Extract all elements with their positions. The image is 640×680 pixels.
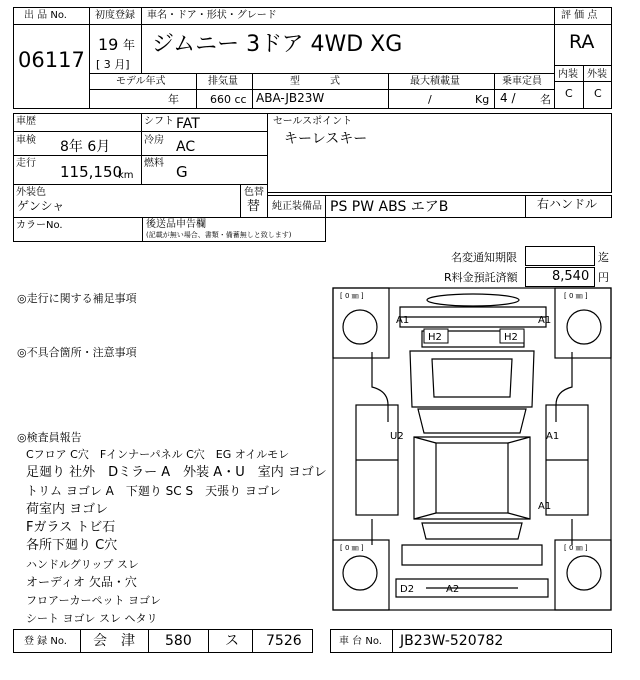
inspector-report-label: ◎検査員報告 bbox=[17, 431, 82, 444]
interior-grade: C bbox=[565, 87, 573, 100]
recycle-fee: 8,540 bbox=[552, 269, 590, 284]
sales-point-label: セールスポイント bbox=[273, 116, 353, 127]
score: RA bbox=[569, 31, 595, 53]
capacity: 4 / bbox=[500, 91, 516, 105]
first-registration-year-unit: 年 bbox=[123, 38, 136, 52]
tire-tread-front-right: [ 0 ㎜ ] bbox=[564, 292, 588, 300]
exterior-color: ゲンシャ bbox=[17, 199, 65, 213]
type-value: ABA-JB23W bbox=[256, 91, 325, 105]
mark-right-side-front: A1 bbox=[546, 431, 560, 442]
report-line: Cフロア C穴 Fインナーパネル C穴 EG オイルモレ bbox=[26, 448, 290, 461]
registration-number: 7526 bbox=[266, 633, 302, 649]
car-name-label: 車名・ドア・形状・グレード bbox=[147, 10, 277, 21]
standard-equipment-label: 純正装備品 bbox=[272, 201, 322, 212]
displacement-label: 排気量 bbox=[208, 76, 238, 87]
mark-front-bumper-left: A1 bbox=[396, 315, 410, 326]
shift-label: シフト bbox=[144, 116, 174, 127]
sales-point: キーレスキー bbox=[284, 131, 368, 147]
shift: FAT bbox=[176, 116, 200, 132]
driving-remarks-label: ◎走行に関する補足事項 bbox=[17, 292, 137, 305]
ac-label: 冷房 bbox=[144, 135, 164, 146]
report-line: 足廻り 社外 Dミラー A 外装 A・U 室内 ヨゴレ bbox=[26, 465, 327, 480]
registration-area: 会 津 bbox=[93, 633, 135, 649]
mileage-label: 走行 bbox=[16, 158, 36, 169]
max-load-label: 最大積載量 bbox=[410, 76, 460, 87]
mark-headlight-right: H2 bbox=[504, 332, 518, 343]
report-line: ハンドルグリップ スレ bbox=[26, 558, 139, 571]
first-registration-month: [ 3 月] bbox=[96, 58, 130, 71]
max-load-slash: / bbox=[428, 93, 432, 106]
model-year-unit: 年 bbox=[168, 93, 179, 106]
damage-diagram bbox=[332, 287, 612, 611]
lot-number-label: 出 品 No. bbox=[24, 10, 67, 21]
transfer-deadline-label: 名変通知期限 bbox=[451, 251, 517, 264]
inspection-label: 車検 bbox=[16, 135, 36, 146]
exterior-color-label: 外装色 bbox=[16, 187, 46, 198]
defects-label: ◎不具合箇所・注意事項 bbox=[17, 346, 137, 359]
inspection: 8年 6月 bbox=[60, 139, 111, 155]
color-change: 替 bbox=[247, 199, 261, 214]
registration-kana: ス bbox=[225, 633, 239, 649]
exterior-grade: C bbox=[594, 87, 602, 100]
standard-equipment: PS PW ABS エアB bbox=[330, 199, 449, 215]
score-label: 評 価 点 bbox=[561, 10, 598, 21]
displacement: 660 cc bbox=[210, 93, 247, 106]
mileage-unit: km bbox=[118, 170, 134, 181]
documents-note: (記載が無い場合、書類・備蓄無しと致します) bbox=[146, 231, 292, 239]
fuel: G bbox=[176, 163, 188, 181]
capacity-unit: 名 bbox=[540, 93, 551, 106]
mark-front-bumper-right: A1 bbox=[538, 315, 552, 326]
documents-label: 後送品申告欄 bbox=[146, 219, 206, 230]
color-number-label: カラーNo. bbox=[16, 220, 63, 231]
recycle-fee-unit: 円 bbox=[598, 271, 609, 284]
mark-rear-left: D2 bbox=[400, 584, 415, 595]
history-label: 車歴 bbox=[16, 116, 36, 127]
color-change-label: 色替 bbox=[244, 187, 264, 198]
mark-left-side: U2 bbox=[390, 431, 404, 442]
fuel-label: 燃料 bbox=[144, 158, 164, 169]
report-line: Fガラス トビ石 bbox=[26, 520, 116, 535]
transfer-deadline-unit: 迄 bbox=[598, 251, 609, 264]
mark-right-side-rear: A1 bbox=[538, 501, 552, 512]
max-load-unit: Kg bbox=[475, 93, 490, 106]
report-line: フロアーカーペット ヨゴレ bbox=[26, 594, 161, 607]
type-label: 型 式 bbox=[290, 76, 340, 87]
first-registration-year: 19 bbox=[98, 35, 119, 54]
ac: AC bbox=[176, 139, 196, 155]
first-registration-label: 初度登録 bbox=[95, 10, 135, 21]
tire-tread-rear-left: [ 0 ㎜ ] bbox=[340, 544, 364, 552]
recycle-fee-label: R料金預託済額 bbox=[444, 271, 518, 284]
mark-headlight-left: H2 bbox=[428, 332, 442, 343]
registration-class: 580 bbox=[165, 633, 192, 649]
car-name: ジムニー 3ドア 4WD XG bbox=[152, 32, 403, 57]
vin: JB23W-520782 bbox=[400, 633, 504, 649]
registration-label: 登 録 No. bbox=[24, 636, 67, 647]
exterior-grade-label: 外装 bbox=[587, 69, 607, 80]
report-line: 荷室内 ヨゴレ bbox=[26, 502, 109, 517]
interior-grade-label: 内装 bbox=[558, 69, 578, 80]
steering-side: 右ハンドル bbox=[537, 197, 598, 211]
lot-number: 06117 bbox=[18, 48, 85, 72]
model-year-label: モデル年式 bbox=[116, 76, 166, 87]
report-line: シート ヨゴレ スレ ヘタリ bbox=[26, 612, 158, 625]
mark-rear-bumper: A2 bbox=[446, 584, 460, 595]
transfer-deadline-box bbox=[525, 246, 595, 266]
report-line: トリム ヨゴレ A 下廻り SC S 天張り ヨゴレ bbox=[26, 484, 281, 498]
tire-tread-front-left: [ 0 ㎜ ] bbox=[340, 292, 364, 300]
tire-tread-rear-right: [ 0 ㎜ ] bbox=[564, 544, 588, 552]
capacity-label: 乗車定員 bbox=[502, 76, 542, 87]
report-line: オーディオ 欠品・穴 bbox=[26, 575, 137, 589]
mileage: 115,150 bbox=[60, 163, 123, 181]
vin-label: 車 台 No. bbox=[339, 636, 382, 647]
report-line: 各所下廻り C穴 bbox=[26, 538, 118, 553]
